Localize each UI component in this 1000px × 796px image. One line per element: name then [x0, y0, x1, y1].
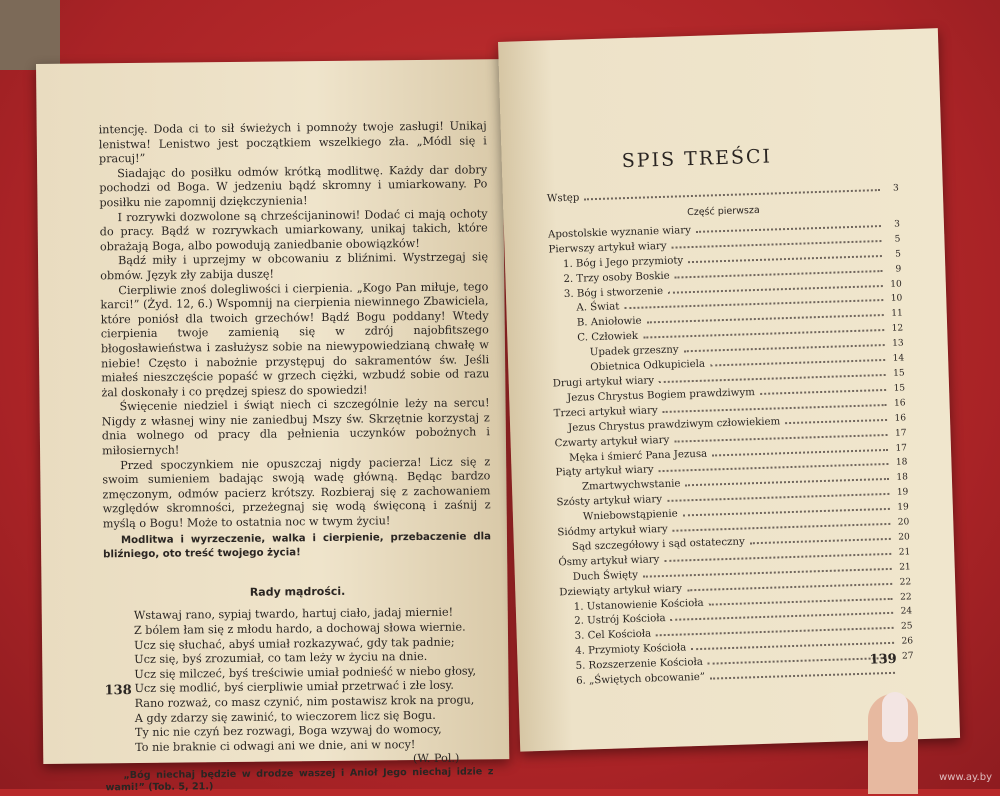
toc-dots	[691, 642, 894, 650]
toc-dots	[664, 553, 891, 562]
toc-dots	[659, 374, 886, 383]
toc-page: 16	[892, 411, 906, 426]
poem	[134, 606, 494, 756]
toc-page: 12	[889, 322, 903, 337]
toc-label: 3. Bóg i stworzenie	[550, 284, 664, 302]
toc-dots	[785, 419, 887, 424]
poem-title: Rady mądrości.	[103, 583, 491, 602]
left-page	[36, 59, 509, 764]
toc-dots	[675, 270, 883, 279]
toc-label: Apostolskie wyznanie wiary	[548, 224, 691, 243]
page-number-left: 138	[104, 683, 131, 698]
closing-quote: „Bóg niechaj będzie w drodze waszej i Anioł Jego niechaj idzie z wami!” (Tob. 5, 21.)	[105, 766, 493, 795]
toc-page: 3	[885, 181, 899, 196]
poem-line: Ucz się słuchać, abyś umiał rozkazywać, gdy tak padnie;	[134, 635, 492, 653]
toc-page: 20	[896, 530, 910, 545]
toc-label: C. Człowiek	[551, 330, 638, 348]
toc-page: 15	[890, 366, 904, 381]
toc-page: 21	[896, 545, 910, 560]
poem-line: Ucz się, byś zrozumiał, co tam leży w życiu na dnie.	[134, 649, 492, 667]
toc-label: Duch Święty	[559, 569, 639, 586]
poem-line: Ucz się milczeć, byś treściwie umiał podnieść w niebo głosy,	[134, 664, 492, 682]
toc-page: 21	[896, 560, 910, 575]
toc-label: Czwarty artykuł wiary	[554, 433, 669, 452]
toc-page: 26	[899, 635, 913, 650]
toc-page: 10	[888, 292, 902, 307]
poem-line: Rano rozważ, co masz czynić, nim postawisz krok na progu,	[135, 693, 493, 711]
toc-dots	[584, 189, 880, 200]
toc-label: Wniebowstąpienie	[557, 508, 678, 527]
toc-label: 1. Bóg i Jego przymioty	[549, 254, 684, 273]
fingernail	[882, 692, 908, 742]
toc-page: 5	[886, 232, 900, 247]
paragraph: intencję. Doda ci to sił świeżych i pomnoży twoje zasługi! Unikaj lenistwa! Lenistwo jest początkiem wszelkiego zła. „Módl się i pracuj!”	[99, 119, 487, 167]
toc-label: Sąd szczegółowy i sąd ostateczny	[558, 535, 745, 556]
toc-label: 3. Cel Kościoła	[561, 628, 652, 646]
toc-label: A. Świat	[550, 301, 619, 318]
toc-entries	[548, 217, 914, 690]
toc-page: 17	[892, 426, 906, 441]
toc-page: 9	[887, 262, 901, 277]
toc-dots	[668, 285, 883, 294]
toc-dots	[672, 240, 882, 249]
toc-label: Szósty artykuł wiary	[556, 493, 662, 511]
toc-page: 19	[894, 486, 908, 501]
poem-line: Wstawaj rano, sypiaj twardo, hartuj ciało, jadaj miernie!	[134, 606, 492, 624]
toc-page: 18	[894, 471, 908, 486]
toc-dots	[710, 359, 885, 367]
poem-line: A gdy zdarzy się zawinić, to wieczorem licz się Bogu.	[135, 708, 493, 726]
table-corner	[0, 0, 60, 70]
toc-label: Wstęp	[547, 192, 580, 208]
toc-dots	[708, 657, 895, 665]
toc-label: Drugi artykuł wiary	[553, 374, 655, 392]
toc-dots	[683, 508, 890, 517]
paragraph: Święcenie niedziel i świąt niech ci szczególnie leży na sercu! Nigdy z własnej winy nie zaniedbuj Mszy św. Skrzętnie korzystaj z dnia wolnego od pracy dla pełnienia uczynków pobożnych i miłosiernych!	[102, 397, 491, 459]
toc-title: SPIS TREŚCI	[621, 145, 772, 172]
right-page	[498, 28, 960, 751]
poem-line: Z bólem łam się z młodu hardo, a dochowaj słowa wiernie.	[134, 620, 492, 638]
paragraph: Bądź miły i uprzejmy w obcowaniu z bliźnimi. Wystrzegaj się obmów. Język zły zabija duszę!	[100, 251, 488, 284]
motto: Modlitwa i wyrzeczenie, walka i cierpienie, przebaczenie dla bliźniego, oto treść twojego życia!	[103, 530, 491, 563]
poem-line: Ucz się modlić, byś cierpliwie umiał przetrwać i złe losy.	[134, 679, 492, 697]
toc-page: 3	[886, 217, 900, 232]
poem-author: (W. Pol.)	[105, 752, 493, 771]
page-number-right: 139	[869, 652, 897, 668]
toc-label: 6. „Świętych obcowanie”	[562, 671, 705, 690]
watermark: www.ay.by	[939, 772, 992, 783]
toc-page: 25	[898, 620, 912, 635]
toc-dots	[684, 344, 885, 352]
toc-dots	[712, 448, 888, 456]
toc-dots	[760, 389, 886, 395]
left-page-text	[99, 119, 494, 795]
toc-label: Męka i śmierć Pana Jezusa	[555, 447, 708, 467]
toc-label: Ósmy artykuł wiary	[558, 553, 659, 571]
toc-label: 2. Trzy osoby Boskie	[549, 269, 670, 288]
poem-line: To nie braknie ci odwagi ani we dnie, ani w nocy!	[135, 737, 493, 755]
toc-page: 14	[890, 351, 904, 366]
toc-dots	[685, 478, 888, 486]
toc-dots	[671, 612, 893, 621]
toc-page: 27	[899, 649, 913, 664]
toc-page: 20	[895, 515, 909, 530]
toc-page: 22	[897, 590, 911, 605]
toc-label: Trzeci artykuł wiary	[553, 404, 657, 422]
paragraph: Cierpliwie znoś dolegliwości i cierpienia. „Kogo Pan miłuje, tego karci!” (Żyd. 12, 6.) Wspomnij na cierpienia niewinnego Zbawiciela, które poniósł dla twoich grzechów! Bądź Bogu poddany! Wtedy cierpienia twoje zamienią się w zdrój najobfitszego błogosławieństwa i zasłużysz sobie na niewypowiedzianą chwałę w niebie! Często i nabożnie przystępuj do sakramentów św. Jeśli miałeś nieszczęście popaść w grzech ciężki, wzbudź sobie od razu żal doskonały i co prędzej spiesz do spowiedzi!	[100, 280, 489, 401]
toc-label: 4. Przymioty Kościoła	[561, 642, 687, 661]
toc-label: Upadek grzeszny	[552, 344, 679, 363]
toc-label: Dziewiąty artykuł wiary	[559, 582, 682, 601]
toc-dots	[709, 597, 893, 605]
table-of-contents	[547, 181, 914, 690]
toc-page: 17	[893, 441, 907, 456]
toc-label: B. Aniołowie	[551, 315, 642, 333]
toc-page: 11	[889, 307, 903, 322]
poem-line: Ty nic nie czyń bez rozwagi, Boga wzywaj do womocy,	[135, 722, 493, 740]
toc-label: 2. Ustrój Kościoła	[560, 612, 666, 630]
toc-label: Jezus Chrystus Bogiem prawdziwym	[553, 386, 755, 407]
toc-page: 18	[893, 456, 907, 471]
paragraph: Przed spoczynkiem nie opuszczaj nigdy pacierza! Licz się z swoim sumieniem badając swoją wadę główną. Będąc bardzo zmęczonym, odmów pacierz krótszy. Rozbieraj się z zachowaniem względów skromności, przeżegnaj się wodą święconą i zaśnij z myślą o Bogu! Może to ostatnia noc w twym życiu!	[102, 455, 491, 532]
toc-dots	[696, 225, 881, 233]
paragraph: Siadając do posiłku odmów krótką modlitwę. Każdy dar dobry pochodzi od Boga. W jedzeniu bądź skromny i umiarkowany. Po posiłku nie zapomnij dziękczynienia!	[99, 163, 487, 211]
toc-page: 10	[888, 277, 902, 292]
toc-dots	[663, 404, 887, 413]
toc-dots	[710, 672, 895, 680]
toc-dots	[750, 538, 891, 544]
toc-dots	[674, 434, 887, 443]
toc-label: 5. Rozszerzenie Kościoła	[561, 656, 703, 675]
part-heading: Część pierwsza	[547, 200, 899, 222]
toc-label: Jezus Chrystus prawdziwym człowiekiem	[554, 415, 781, 437]
toc-page: 16	[891, 396, 905, 411]
toc-page: 24	[898, 605, 912, 620]
toc-page: 19	[895, 500, 909, 515]
toc-page: 22	[897, 575, 911, 590]
toc-page: 15	[891, 381, 905, 396]
toc-page: 13	[889, 337, 903, 352]
toc-dots	[688, 255, 882, 263]
toc-label: 1. Ustanowienie Kościoła	[560, 596, 704, 615]
toc-dots	[667, 493, 889, 502]
toc-label: Pierwszy artykuł wiary	[548, 240, 666, 259]
toc-page: 5	[887, 247, 901, 262]
toc-dots	[659, 463, 889, 472]
toc-dots	[687, 583, 892, 591]
paragraph: I rozrywki dozwolone są chrześcijaninowi! Dodać ci mają ochoty do pracy. Bądź w rozrywkach umiarkowany, unikaj takich, które obrażają Boga, albo powodują zaniedbanie obowiązków!	[100, 207, 488, 255]
toc-dots	[673, 523, 891, 532]
toc-label: Siódmy artykuł wiary	[557, 523, 668, 541]
toc-label: Piąty artykuł wiary	[555, 464, 653, 482]
toc-label: Zmartwychwstanie	[556, 478, 681, 497]
toc-label: Obietnica Odkupiciela	[552, 358, 705, 378]
